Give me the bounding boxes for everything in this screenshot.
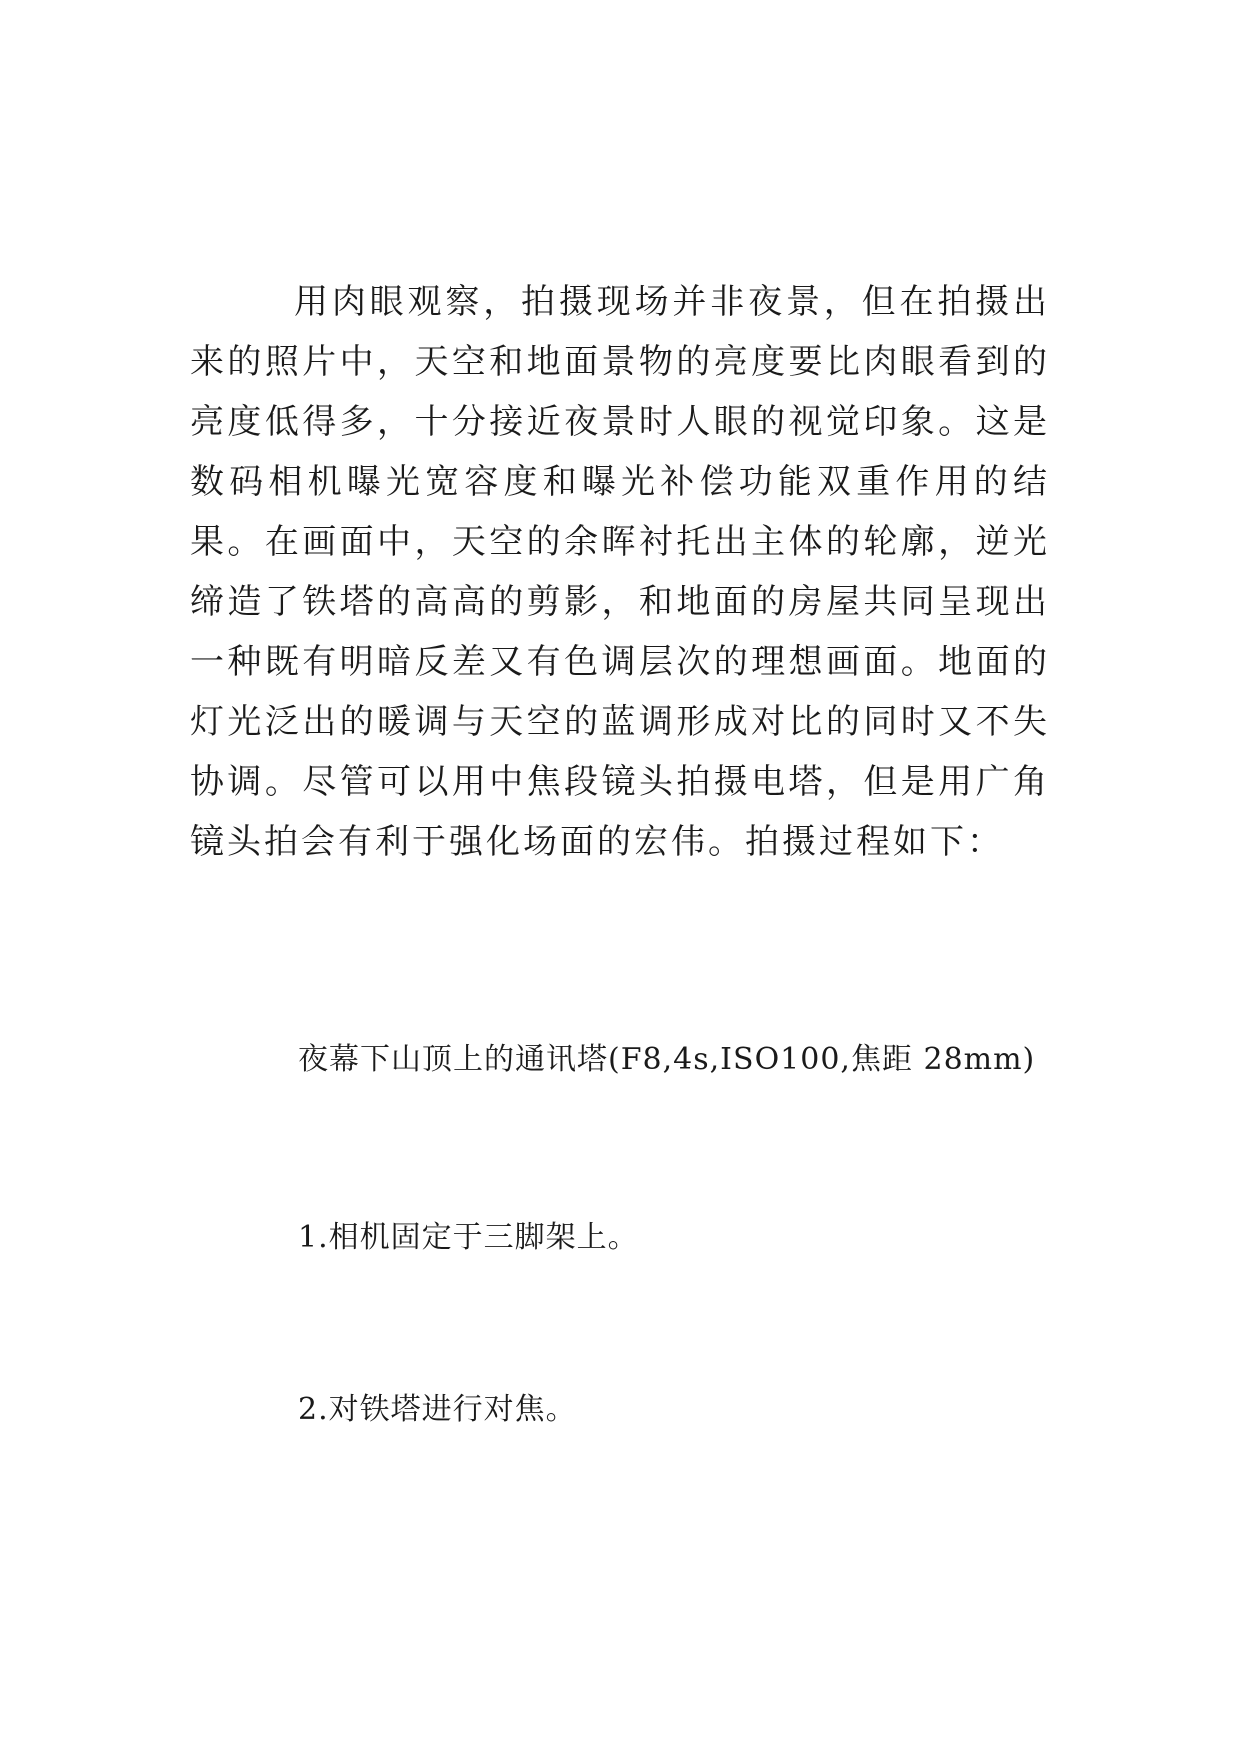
photo-caption: 夜幕下山顶上的通讯塔(F8,4s,ISO100,焦距 28mm) <box>298 1042 1036 1077</box>
step-item: 1.相机固定于三脚架上。 <box>298 1220 639 1255</box>
step-item: 2.对铁塔进行对焦。 <box>298 1392 577 1427</box>
body-paragraph: 用肉眼观察，拍摄现场并非夜景，但在拍摄出来的照片中，天空和地面景物的亮度要比肉眼看到的亮度低得多，十分接近夜景时人眼的视觉印象。这是数码相机曝光宽容度和曝光补偿功能双重作用的结果。在画面中，天空的余晖衬托出主体的轮廓，逆光缔造了铁塔的高高的剪影，和地面的房屋共同呈现出一种既有明暗反差又有色调层次的理想画面。地面的灯光泛出的暖调与天空的蓝调形成对比的同时又不失协调。尽管可以用中焦段镜头拍摄电塔，但是用广角镜头拍会有利于强化场面的宏伟。拍摄过程如下： <box>190 282 1050 862</box>
